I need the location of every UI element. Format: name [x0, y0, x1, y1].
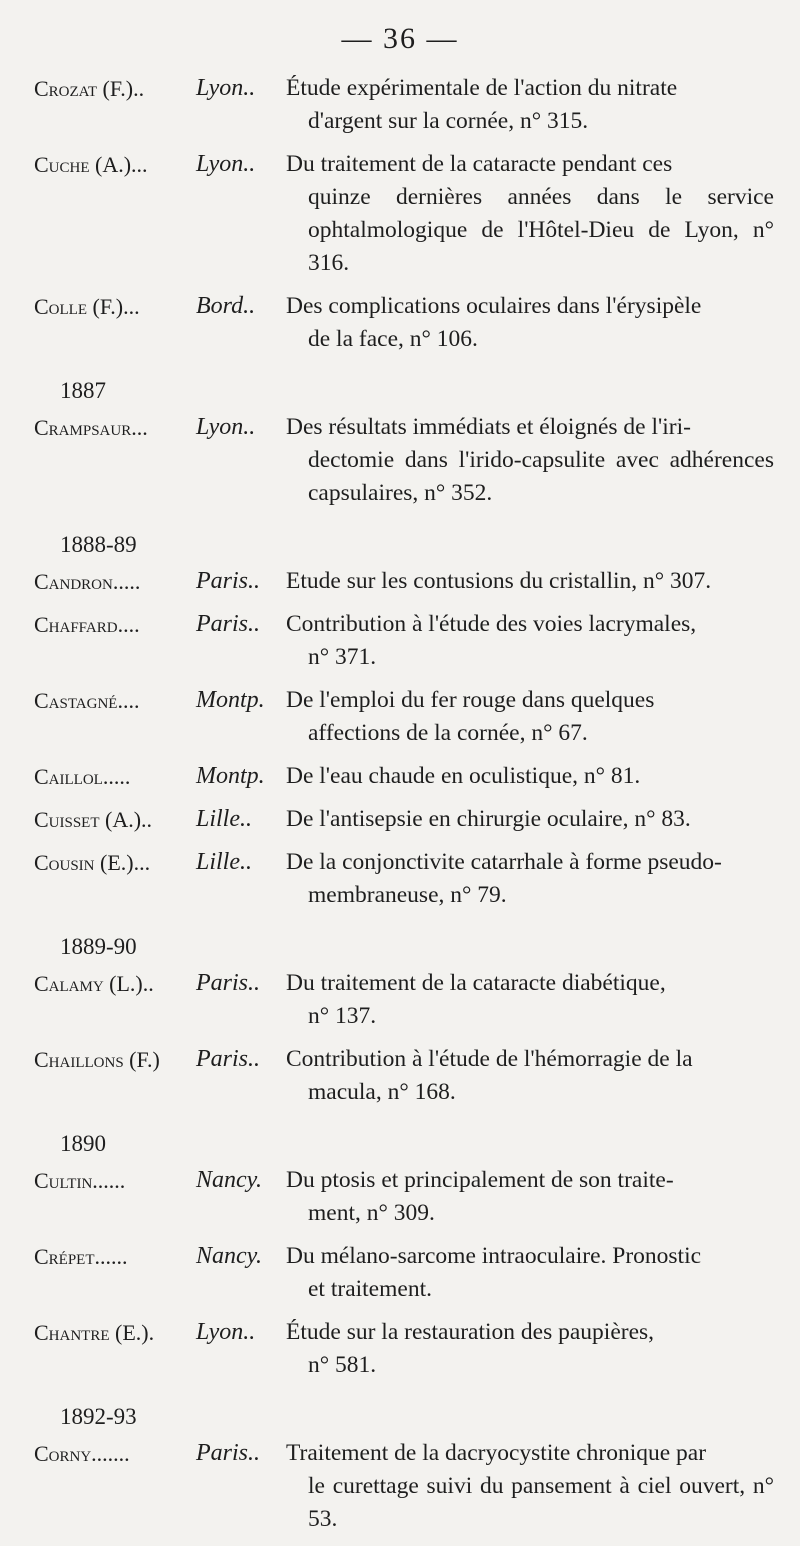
city-name: Lyon..	[196, 151, 256, 177]
thesis-title	[286, 1164, 774, 1230]
year-heading: 1887	[60, 378, 106, 403]
city-name: Paris..	[196, 611, 261, 637]
author-name: Calamy (L.)..	[34, 971, 154, 996]
thesis-entry	[34, 760, 774, 793]
title-continuation: dectomie dans l'irido-capsulite avec adhérences capsulaires, n° 352.	[308, 447, 774, 506]
thesis-title	[286, 803, 774, 836]
thesis-entry	[34, 803, 774, 836]
thesis-title	[286, 608, 774, 674]
thesis-title	[286, 760, 774, 793]
city-name: Nancy.	[196, 1167, 262, 1193]
thesis-entry	[34, 846, 774, 912]
title-continuation: le curettage suivi du pansement à ciel ouvert, n° 53.	[308, 1473, 774, 1532]
author-name: Cultin......	[34, 1168, 126, 1193]
title-continuation: quinze dernières années dans le service ophtalmologique de l'Hôtel-Dieu de Lyon, n° 316.	[308, 184, 774, 276]
city-name: Montp.	[196, 687, 265, 713]
author-name: Chantre (E.).	[34, 1320, 155, 1345]
city-name: Lille..	[196, 849, 253, 875]
title-first-line: Du ptosis et principalement de son traite-	[286, 1167, 674, 1193]
thesis-entry	[34, 72, 774, 138]
title-first-line: Etude sur les contusions du cristallin, n° 307.	[286, 568, 712, 594]
city-name: Bord..	[196, 293, 256, 319]
title-first-line: Étude expérimentale de l'action du nitrate	[286, 75, 678, 101]
author-name: Caillol.....	[34, 764, 131, 789]
author-name: Cuisset (A.)..	[34, 807, 153, 832]
thesis-title	[286, 1240, 774, 1306]
city-name: Nancy.	[196, 1243, 262, 1269]
title-first-line: Du traitement de la cataracte diabétique,	[286, 970, 666, 996]
title-continuation: membraneuse, n° 79.	[308, 882, 507, 908]
thesis-title	[286, 411, 774, 510]
thesis-entry	[34, 411, 774, 510]
author-name: Cuche (A.)...	[34, 152, 148, 177]
author-name: Corny.......	[34, 1441, 130, 1466]
author-name: Candron.....	[34, 569, 141, 594]
title-first-line: Traitement de la dacryocystite chronique par	[286, 1440, 707, 1466]
city-name: Paris..	[196, 1046, 261, 1072]
title-first-line: De la conjonctivite catarrhale à forme pseudo-	[286, 849, 722, 875]
title-first-line: Des complications oculaires dans l'érysipèle	[286, 293, 702, 319]
city-name: Lyon..	[196, 414, 256, 440]
thesis-title	[286, 72, 774, 138]
thesis-entry	[34, 290, 774, 356]
city-name: Paris..	[196, 970, 261, 996]
thesis-entry	[34, 608, 774, 674]
title-first-line: De l'emploi du fer rouge dans quelques	[286, 687, 655, 713]
thesis-title	[286, 1437, 774, 1536]
thesis-title	[286, 565, 774, 598]
thesis-title	[286, 967, 774, 1033]
author-name: Colle (F.)...	[34, 294, 140, 319]
thesis-title	[286, 1043, 774, 1109]
thesis-entry	[34, 684, 774, 750]
thesis-entry	[34, 1316, 774, 1382]
title-continuation: n° 371.	[308, 644, 377, 670]
title-continuation: affections de la cornée, n° 67.	[308, 720, 588, 746]
title-first-line: Contribution à l'étude de l'hémorragie de la	[286, 1046, 693, 1072]
thesis-title	[286, 148, 774, 280]
author-name: Crozat (F.)..	[34, 76, 145, 101]
title-first-line: Des résultats immédiats et éloignés de l'iri-	[286, 414, 691, 440]
title-continuation: et traitement.	[308, 1276, 432, 1302]
city-name: Lyon..	[196, 75, 256, 101]
thesis-title	[286, 846, 774, 912]
title-first-line: Contribution à l'étude des voies lacrymales,	[286, 611, 697, 637]
title-continuation: n° 581.	[308, 1352, 377, 1378]
title-continuation: de la face, n° 106.	[308, 326, 478, 352]
city-name: Paris..	[196, 568, 261, 594]
page-number: — 36 —	[341, 22, 459, 55]
title-continuation: d'argent sur la cornée, n° 315.	[308, 108, 589, 134]
author-name: Cousin (E.)...	[34, 850, 151, 875]
thesis-entry	[34, 1240, 774, 1306]
author-name: Crépet......	[34, 1244, 128, 1269]
thesis-entry	[34, 148, 774, 280]
thesis-entry	[34, 1043, 774, 1109]
title-first-line: Du traitement de la cataracte pendant ces	[286, 151, 673, 177]
city-name: Lille..	[196, 806, 253, 832]
thesis-entry	[34, 1437, 774, 1536]
author-name: Crampsaur...	[34, 415, 148, 440]
thesis-entry	[34, 1164, 774, 1230]
city-name: Montp.	[196, 763, 265, 789]
year-heading: 1889-90	[60, 934, 137, 959]
thesis-title	[286, 290, 774, 356]
title-first-line: De l'eau chaude en oculistique, n° 81.	[286, 763, 641, 789]
title-first-line: Étude sur la restauration des paupières,	[286, 1319, 655, 1345]
thesis-entry	[34, 967, 774, 1033]
title-first-line: Du mélano-sarcome intraoculaire. Pronostic	[286, 1243, 702, 1269]
author-name: Castagné....	[34, 688, 140, 713]
title-first-line: De l'antisepsie en chirurgie oculaire, n° 83.	[286, 806, 691, 832]
year-heading: 1888-89	[60, 532, 137, 557]
author-name: Chaffard....	[34, 612, 140, 637]
year-heading: 1892-93	[60, 1404, 137, 1429]
thesis-list	[34, 72, 774, 1546]
city-name: Paris..	[196, 1440, 261, 1466]
title-continuation: macula, n° 168.	[308, 1079, 456, 1105]
thesis-title	[286, 684, 774, 750]
city-name: Lyon..	[196, 1319, 256, 1345]
title-continuation: n° 137.	[308, 1003, 377, 1029]
thesis-entry	[34, 565, 774, 598]
author-name: Chaillons (F.)	[34, 1047, 160, 1072]
thesis-title	[286, 1316, 774, 1382]
year-heading: 1890	[60, 1131, 106, 1156]
title-continuation: ment, n° 309.	[308, 1200, 435, 1226]
